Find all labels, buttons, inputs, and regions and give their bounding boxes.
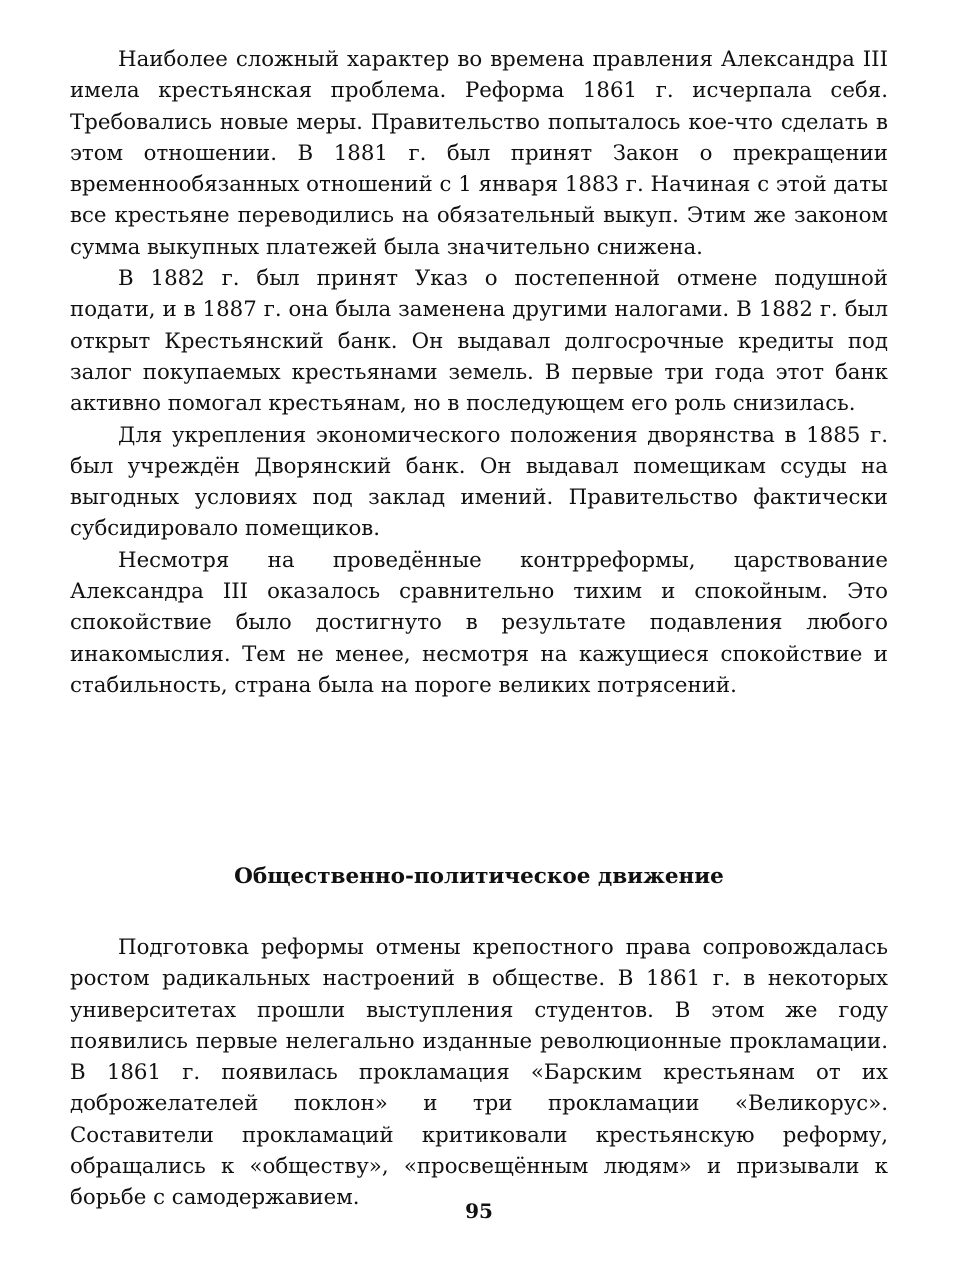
book-page — [70, 44, 888, 1244]
paragraph-peasant-question: Наиболее сложный характер во времена правления Александра III имела крестьянская проблема. Реформа 1861 г. исчерпала себя. Требовались новые меры. Правительство попыталось кое-что сделать в этом отношении. В 1881 г. был принят Закон о прекращении временнообязанных отношений с 1 января 1883 г. Начиная с этой даты все крестьяне переводились на обязательный выкуп. Этим же законом сумма выкупных платежей была значительно снижена. — [70, 47, 888, 260]
section-heading: Общественно-политическое движение — [234, 864, 724, 889]
text-section-bottom — [70, 932, 888, 1214]
page-number: 95 — [465, 1199, 493, 1223]
paragraph-peasant-bank: В 1882 г. был принят Указ о постепенной отмене подушной подати, и в 1887 г. она была заменена другими налогами. В 1882 г. был открыт Крестьянский банк. Он выдавал долгосрочные кредиты под залог покупаемых крестьянами земель. В первые три года этот банк активно помогал крестьянам, но в последующем его роль снизилась. — [70, 266, 888, 417]
paragraph-noble-bank: Для укрепления экономического положения дворянства в 1885 г. был учреждён Дворянский банк. Он выдавал помещикам ссуды на выгодных условиях под заклад имений. Правительство фактически субсидировало помещиков. — [70, 422, 888, 542]
text-section-top — [70, 44, 888, 701]
paragraph-counter-reforms: Несмотря на проведённые контрреформы, царствование Александра III оказалось сравнительно тихим и спокойным. Это спокойствие было достигнуто в результате подавления любого инакомыслия. Тем не менее, несмотря на кажущиеся спокойствие и стабильность, страна была на пороге великих потрясений. — [70, 547, 888, 698]
paragraph-radical-movement: Подготовка реформы отмены крепостного права сопровождалась ростом радикальных настроений в обществе. В 1861 г. в некоторых университетах прошли выступления студентов. В этом же году появились первые нелегально изданные революционные прокламации. В 1861 г. появилась прокламация «Барским крестьянам от их доброжелателей поклон» и три прокламации «Великорус». Составители прокламаций критиковали крестьянскую реформу, обращались к «обществу», «просвещённым людям» и призывали к борьбе с самодержавием. — [70, 935, 888, 1211]
